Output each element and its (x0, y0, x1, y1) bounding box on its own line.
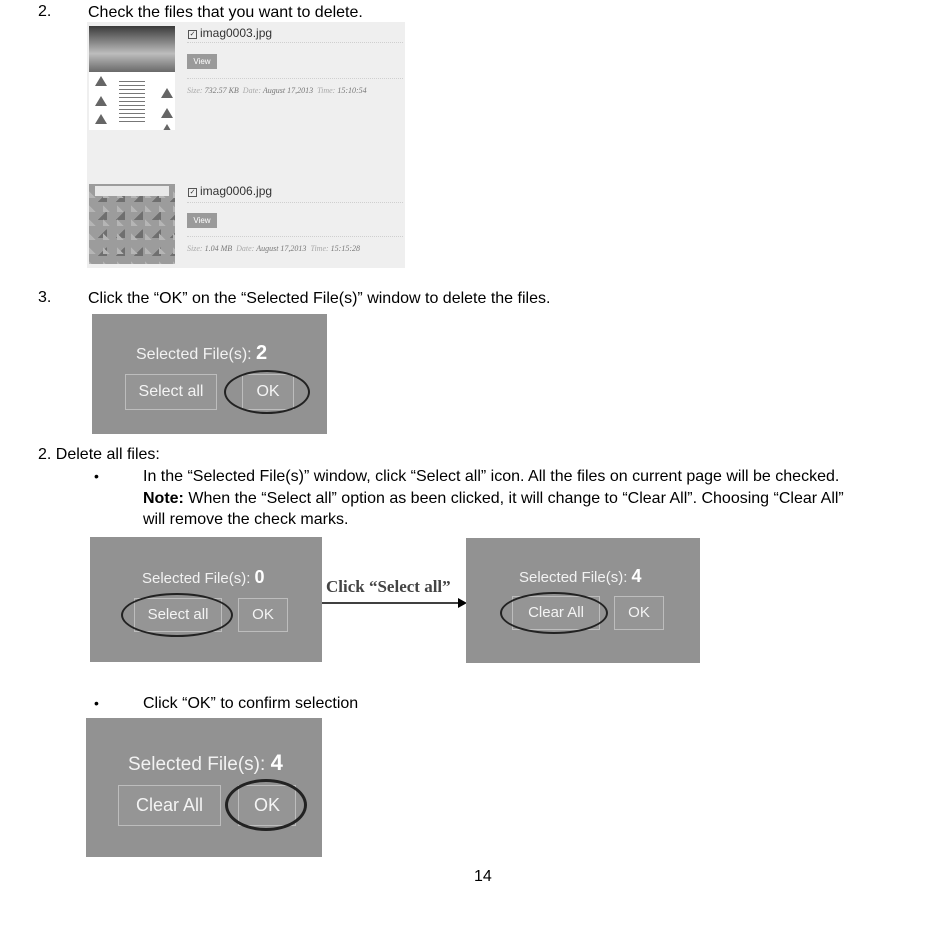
note-text: Note: When the “Select all” option as been clicked, it will change to “Clear All”. Choosing “Clear All” (143, 490, 844, 507)
step-text: Click the “OK” on the “Selected File(s)” window to delete the files. (88, 290, 551, 307)
clear-all-button[interactable]: Clear All (512, 596, 600, 630)
file-name[interactable]: ✓ imag0003.jpg (189, 26, 273, 40)
step-number: 2. (38, 3, 52, 20)
page-number: 14 (474, 868, 492, 885)
file-meta: Size: 732.57 KB Date: August 17,2013 Time: 15:10:54 (187, 86, 367, 95)
highlight-circle (121, 593, 233, 637)
section-heading: 2. Delete all files: (38, 446, 160, 463)
select-all-button[interactable]: Select all (134, 598, 222, 632)
step-number: 3. (38, 289, 52, 306)
dialog-title: Selected File(s): 0 (142, 567, 265, 587)
file-thumbnail (89, 184, 175, 264)
ok-button[interactable]: OK (238, 785, 296, 826)
dialog-title: Selected File(s): 4 (519, 566, 642, 586)
step-text: Check the files that you want to delete. (88, 4, 363, 21)
clear-all-button[interactable]: Clear All (118, 785, 221, 826)
selected-files-dialog (90, 537, 322, 662)
file-meta: Size: 1.04 MB Date: August 17,2013 Time: 15:15:28 (187, 244, 360, 253)
view-button[interactable]: View (187, 213, 217, 228)
bullet-text: Click “OK” to confirm selection (143, 695, 359, 712)
ok-button[interactable]: OK (238, 598, 288, 632)
dialog-title: Selected File(s): 4 (128, 750, 283, 775)
bullet-icon: • (94, 468, 99, 484)
file-thumbnail (89, 26, 175, 130)
note-text-continued: will remove the check marks. (143, 511, 349, 528)
highlight-circle (500, 592, 608, 634)
selected-files-dialog (92, 314, 327, 434)
selected-files-dialog (86, 718, 322, 857)
bullet-text: In the “Selected File(s)” window, click “Select all” icon. All the files on current page will be checked. (143, 468, 840, 485)
file-name[interactable]: ✓ imag0006.jpg (189, 184, 273, 198)
ok-button[interactable]: OK (614, 596, 664, 630)
right-arrow-icon (322, 596, 468, 610)
dialog-title: Selected File(s): 2 (136, 342, 268, 364)
bullet-icon: • (94, 695, 99, 711)
ok-button[interactable]: OK (242, 374, 294, 410)
file-list-screenshot (87, 22, 405, 268)
arrow-caption: Click “Select all” (326, 577, 451, 596)
view-button[interactable]: View (187, 54, 217, 69)
highlight-circle (225, 779, 307, 831)
selected-files-dialog (466, 538, 700, 663)
select-all-button[interactable]: Select all (125, 374, 217, 410)
checkbox-checked-icon[interactable]: ✓ (189, 189, 196, 196)
checkbox-checked-icon[interactable]: ✓ (189, 31, 196, 38)
highlight-circle (224, 370, 310, 414)
